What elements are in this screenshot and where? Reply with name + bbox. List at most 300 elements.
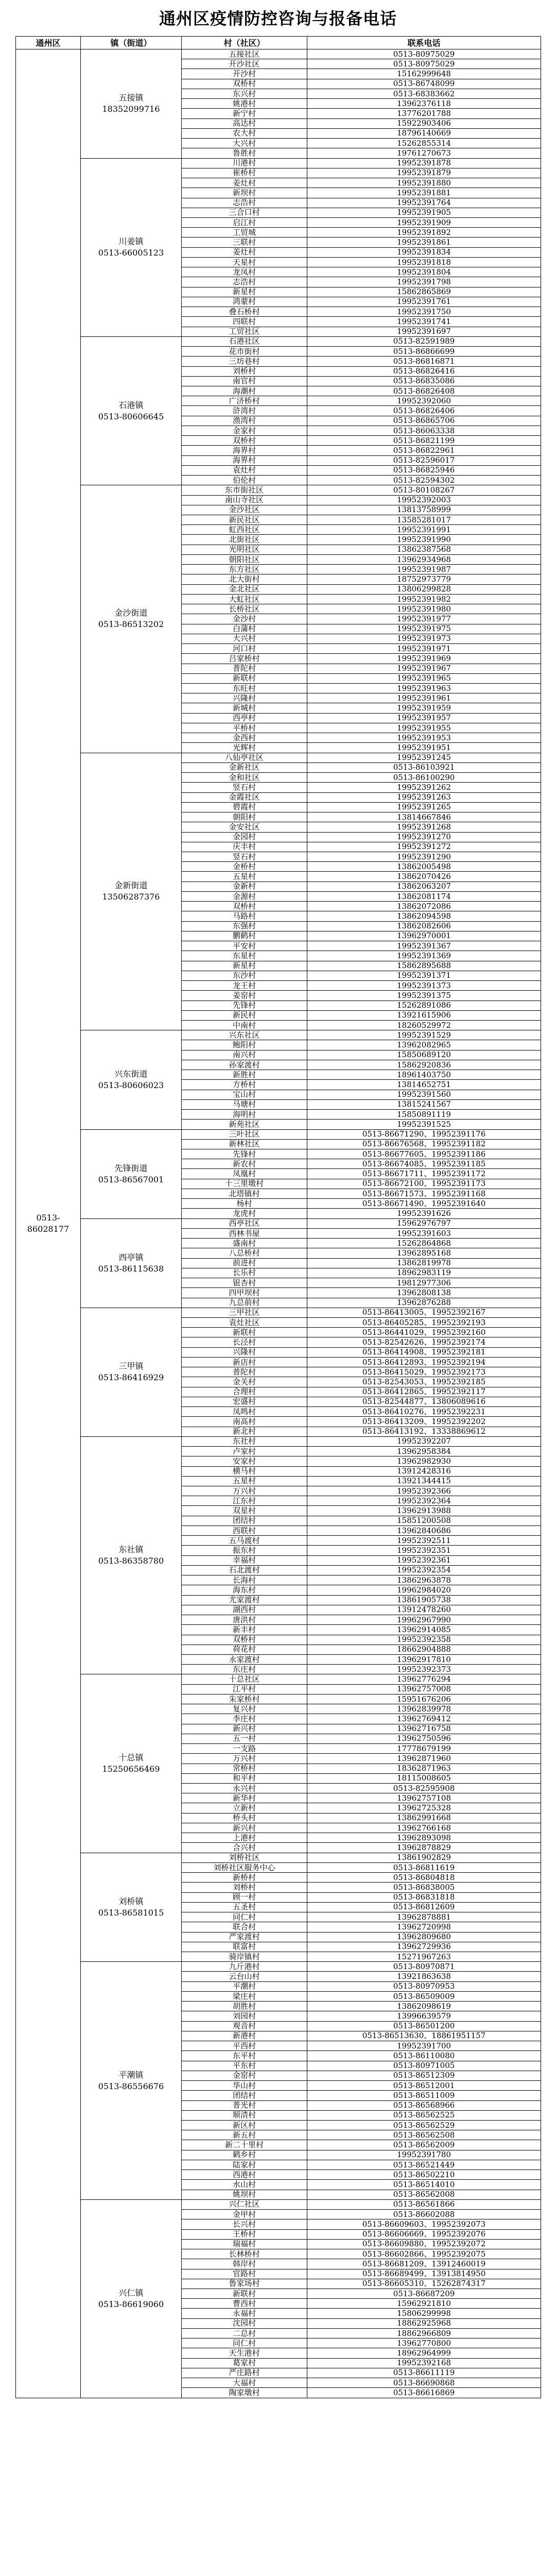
village-name: 北街社区 bbox=[182, 535, 307, 545]
village-name: 五马渡村 bbox=[182, 1536, 307, 1546]
village-phone: 0513-86412865、19952392117 bbox=[307, 1387, 541, 1397]
village-phone: 13862094598 bbox=[307, 911, 541, 921]
village-phone: 0513-80970953 bbox=[307, 1981, 541, 1991]
town-phone: 15250656469 bbox=[102, 1764, 160, 1774]
town-phone: 0513-80606645 bbox=[98, 411, 164, 421]
village-phone: 13912428316 bbox=[307, 1466, 541, 1476]
village-phone: 0513-86672100、19952391173 bbox=[307, 1179, 541, 1189]
village-name: 普陀村 bbox=[182, 664, 307, 673]
village-name: 普陀村 bbox=[182, 1367, 307, 1377]
village-phone: 19952391525 bbox=[307, 1120, 541, 1129]
town-phone: 0513-86416929 bbox=[98, 1372, 164, 1383]
town-phone: 0513-86556676 bbox=[98, 2081, 164, 2091]
village-phone: 19952391959 bbox=[307, 703, 541, 713]
village-name: 韩岸村 bbox=[182, 2259, 307, 2269]
village-name: 永兴村 bbox=[182, 1784, 307, 1793]
village-phone: 19952392364 bbox=[307, 1496, 541, 1506]
village-phone: 0513-86501200 bbox=[307, 2021, 541, 2031]
village-name: 三联村 bbox=[182, 238, 307, 247]
village-phone: 13862005498 bbox=[307, 862, 541, 872]
table-row bbox=[16, 336, 541, 346]
village-phone: 19952392003 bbox=[307, 495, 541, 505]
town-cell bbox=[81, 1030, 182, 1129]
village-phone: 0513-80970871 bbox=[307, 1962, 541, 1972]
village-name: 白蒲村 bbox=[182, 624, 307, 634]
table-row bbox=[16, 485, 541, 495]
village-name: 南官村 bbox=[182, 376, 307, 386]
village-name: 大福村 bbox=[182, 2378, 307, 2388]
village-name: 南山寺社区 bbox=[182, 495, 307, 505]
town-cell bbox=[81, 1218, 182, 1308]
village-name: 先锋村 bbox=[182, 1149, 307, 1159]
village-name: 开沙社区 bbox=[182, 59, 307, 69]
village-phone: 19952391834 bbox=[307, 247, 541, 257]
village-name: 凤凰村 bbox=[182, 1169, 307, 1179]
village-phone: 0513-86835086 bbox=[307, 376, 541, 386]
town-name: 东社镇 bbox=[118, 1545, 144, 1555]
village-phone: 18752973779 bbox=[307, 574, 541, 584]
village-phone: 19952391878 bbox=[307, 158, 541, 168]
village-phone: 15962976797 bbox=[307, 1218, 541, 1228]
village-name: 金桥村 bbox=[182, 862, 307, 872]
village-phone: 0513-86521449 bbox=[307, 2160, 541, 2170]
village-name: 五一村 bbox=[182, 1734, 307, 1743]
village-phone: 19952391373 bbox=[307, 981, 541, 991]
village-phone: 0513-86865706 bbox=[307, 416, 541, 426]
village-name: 合兴村 bbox=[182, 1843, 307, 1853]
village-phone: 15271967263 bbox=[307, 1952, 541, 1962]
village-phone: 19952391367 bbox=[307, 941, 541, 951]
village-phone: 19952392511 bbox=[307, 1536, 541, 1546]
village-phone: 19952391951 bbox=[307, 743, 541, 753]
village-name: 新林社区 bbox=[182, 1139, 307, 1149]
village-name: 立新村 bbox=[182, 1803, 307, 1813]
village-name: 姚坝村 bbox=[182, 2190, 307, 2199]
town-cell bbox=[81, 1129, 182, 1218]
header-district: 通州区 bbox=[16, 37, 81, 49]
village-name: 永家渡村 bbox=[182, 1654, 307, 1664]
village-name: 海明村 bbox=[182, 1110, 307, 1120]
village-phone: 0513-86674085、19952391185 bbox=[307, 1159, 541, 1169]
village-name: 安家村 bbox=[182, 1456, 307, 1466]
village-name: 河口村 bbox=[182, 644, 307, 654]
village-name: 姚港村 bbox=[182, 99, 307, 109]
village-phone: 0513-86811619 bbox=[307, 1862, 541, 1872]
village-name: 三叶社区 bbox=[182, 1129, 307, 1139]
village-name: 盛南村 bbox=[182, 1239, 307, 1248]
town-name: 兴东街道 bbox=[114, 1069, 148, 1079]
village-phone: 0513-86822961 bbox=[307, 446, 541, 455]
village-name: 叠石桥村 bbox=[182, 307, 307, 317]
village-name: 刘桥村 bbox=[182, 366, 307, 376]
village-phone: 0513-86562525 bbox=[307, 2110, 541, 2120]
village-name: 兴隆村 bbox=[182, 1347, 307, 1357]
village-phone: 19952391975 bbox=[307, 624, 541, 634]
village-name: 长兴村 bbox=[182, 2219, 307, 2229]
village-phone: 19952392358 bbox=[307, 1635, 541, 1645]
village-name: 卢家村 bbox=[182, 1447, 307, 1456]
village-name: 三合口村 bbox=[182, 208, 307, 217]
village-phone: 0513-82544877、13806089616 bbox=[307, 1397, 541, 1406]
village-name: 东庄村 bbox=[182, 1665, 307, 1674]
village-name: 竖石村 bbox=[182, 783, 307, 792]
village-name: 平东村 bbox=[182, 2061, 307, 2071]
village-phone: 13962720998 bbox=[307, 1922, 541, 1932]
village-name: 一支路 bbox=[182, 1744, 307, 1754]
village-name: 新北村 bbox=[182, 1427, 307, 1436]
village-phone: 0513-86689499、13913814950 bbox=[307, 2269, 541, 2279]
village-phone: 18796140669 bbox=[307, 128, 541, 138]
village-phone: 13962982930 bbox=[307, 1456, 541, 1466]
village-name: 先锋村 bbox=[182, 1001, 307, 1010]
village-phone: 15862895688 bbox=[307, 961, 541, 971]
village-phone: 19952391750 bbox=[307, 307, 541, 317]
village-phone: 0513-86609880、19952392072 bbox=[307, 2239, 541, 2249]
village-name: 鲁胜村 bbox=[182, 148, 307, 158]
town-phone: 18352099716 bbox=[102, 104, 160, 114]
village-name: 长桥社区 bbox=[182, 604, 307, 614]
village-phone: 15850891119 bbox=[307, 1110, 541, 1120]
village-phone: 19952391798 bbox=[307, 277, 541, 287]
village-name: 新桥村 bbox=[182, 1873, 307, 1883]
village-phone: 18662904888 bbox=[307, 1645, 541, 1654]
village-name: 西亭社区 bbox=[182, 1218, 307, 1228]
village-name: 孙家渡村 bbox=[182, 1060, 307, 1070]
village-name: 振东村 bbox=[182, 1546, 307, 1555]
village-phone: 0513-86110080 bbox=[307, 2051, 541, 2061]
village-phone: 13962970001 bbox=[307, 931, 541, 941]
village-name: 启江村 bbox=[182, 217, 307, 227]
town-cell bbox=[81, 1853, 182, 1962]
village-phone: 19952391741 bbox=[307, 317, 541, 327]
village-name: 新港村 bbox=[182, 2031, 307, 2041]
village-phone: 19952392361 bbox=[307, 1555, 541, 1565]
table-row bbox=[16, 158, 541, 168]
village-phone: 0513-86562508 bbox=[307, 2130, 541, 2140]
table-row bbox=[16, 1308, 541, 1317]
village-phone: 15262855314 bbox=[307, 139, 541, 148]
village-name: 马塘村 bbox=[182, 1099, 307, 1109]
town-name: 西亭镇 bbox=[118, 1252, 144, 1262]
village-phone: 13861902829 bbox=[307, 1853, 541, 1862]
village-name: 金园村 bbox=[182, 832, 307, 842]
village-name: 金新社区 bbox=[182, 762, 307, 772]
village-phone: 0513-86825946 bbox=[307, 465, 541, 475]
village-phone: 0513-86866699 bbox=[307, 347, 541, 357]
village-phone: 0513-86561866 bbox=[307, 2199, 541, 2209]
village-phone: 19952391700 bbox=[307, 2041, 541, 2051]
village-name: 伯伦村 bbox=[182, 476, 307, 485]
village-name: 官路村 bbox=[182, 2269, 307, 2279]
village-name: 西亭村 bbox=[182, 713, 307, 723]
village-phone: 13814652751 bbox=[307, 1080, 541, 1090]
table-row bbox=[16, 1030, 541, 1040]
village-name: 双桥村 bbox=[182, 79, 307, 89]
village-phone: 13862098619 bbox=[307, 2002, 541, 2011]
village-name: 新农村 bbox=[182, 1159, 307, 1169]
village-name: 朝阳村 bbox=[182, 812, 307, 822]
village-phone: 13862081174 bbox=[307, 891, 541, 901]
village-phone: 13962878881 bbox=[307, 1912, 541, 1922]
town-name: 金沙街道 bbox=[114, 608, 148, 618]
village-name: 海潮村 bbox=[182, 386, 307, 396]
table-row bbox=[16, 1962, 541, 1972]
village-name: 金沙村 bbox=[182, 614, 307, 624]
village-phone: 13962766168 bbox=[307, 1823, 541, 1833]
village-phone: 19962967990 bbox=[307, 1615, 541, 1625]
village-phone: 13862991668 bbox=[307, 1813, 541, 1823]
village-name: 刘桥村 bbox=[182, 1883, 307, 1892]
village-name: 南高村 bbox=[182, 1417, 307, 1427]
town-cell bbox=[81, 336, 182, 485]
village-phone: 0513-86405285、19952392193 bbox=[307, 1318, 541, 1328]
village-phone: 13921863638 bbox=[307, 1972, 541, 1981]
village-name: 刘桥社区 bbox=[182, 1853, 307, 1862]
town-cell bbox=[81, 49, 182, 159]
village-name: 朱家桥村 bbox=[182, 1694, 307, 1704]
village-name: 沈园村 bbox=[182, 2318, 307, 2328]
village-name: 西港村 bbox=[182, 2170, 307, 2180]
village-phone: 0513-86816871 bbox=[307, 357, 541, 366]
village-name: 联富村 bbox=[182, 1942, 307, 1952]
village-phone: 13962750596 bbox=[307, 1734, 541, 1743]
village-name: 平安村 bbox=[182, 941, 307, 951]
village-name: 鹏鹤村 bbox=[182, 931, 307, 941]
village-phone: 13921344415 bbox=[307, 1476, 541, 1486]
village-phone: 19952392373 bbox=[307, 1665, 541, 1674]
village-name: 前进村 bbox=[182, 1258, 307, 1268]
village-phone: 13962716758 bbox=[307, 1724, 541, 1734]
village-name: 新兴村 bbox=[182, 1823, 307, 1833]
village-name: 吕家桥村 bbox=[182, 654, 307, 664]
village-phone: 0513-82542626、19952392174 bbox=[307, 1337, 541, 1347]
village-phone: 0513-86512309 bbox=[307, 2071, 541, 2080]
village-name: 新五村 bbox=[182, 2130, 307, 2140]
village-phone: 0513-86821199 bbox=[307, 436, 541, 446]
village-name: 新民村 bbox=[182, 1010, 307, 1020]
town-phone: 0513-86115638 bbox=[98, 1263, 164, 1274]
village-name: 杨村 bbox=[182, 1199, 307, 1209]
village-name: 双桥村 bbox=[182, 1635, 307, 1645]
village-phone: 19952391973 bbox=[307, 634, 541, 643]
village-phone: 19952391967 bbox=[307, 664, 541, 673]
village-name: 新宁村 bbox=[182, 109, 307, 118]
village-name: 五圣村 bbox=[182, 1902, 307, 1912]
village-phone: 19952391818 bbox=[307, 257, 541, 267]
village-name: 常桥村 bbox=[182, 1764, 307, 1773]
village-name: 永福村 bbox=[182, 2309, 307, 2318]
village-phone: 13962878829 bbox=[307, 1843, 541, 1853]
village-phone: 19952392168 bbox=[307, 2358, 541, 2368]
village-name: 马路村 bbox=[182, 911, 307, 921]
village-name: 兴仁社区 bbox=[182, 2199, 307, 2209]
village-name: 金霞社区 bbox=[182, 792, 307, 802]
village-phone: 13862063207 bbox=[307, 882, 541, 891]
village-phone: 19952391764 bbox=[307, 198, 541, 208]
village-name: 新胜村 bbox=[182, 1070, 307, 1080]
town-name: 平潮镇 bbox=[118, 2070, 144, 2080]
village-phone: 0513-80971005 bbox=[307, 2061, 541, 2071]
town-phone: 0513-86567001 bbox=[98, 1174, 164, 1184]
village-phone: 0513-86568966 bbox=[307, 2100, 541, 2110]
village-phone: 18961403750 bbox=[307, 1070, 541, 1080]
village-phone: 19952391879 bbox=[307, 168, 541, 178]
village-name: 顺清村 bbox=[182, 2110, 307, 2120]
table-body bbox=[16, 49, 541, 2398]
village-name: 海界村 bbox=[182, 446, 307, 455]
village-phone: 0513-86602088 bbox=[307, 2210, 541, 2219]
village-name: 金西村 bbox=[182, 733, 307, 743]
village-name: 金窑村 bbox=[182, 2071, 307, 2080]
village-name: 顾一村 bbox=[182, 1892, 307, 1902]
town-name: 三甲镇 bbox=[118, 1361, 144, 1371]
village-phone: 19761270673 bbox=[307, 148, 541, 158]
village-phone: 18260529972 bbox=[307, 1020, 541, 1030]
village-name: 曹西村 bbox=[182, 2299, 307, 2309]
village-phone: 13962757108 bbox=[307, 1793, 541, 1803]
village-phone: 19962984020 bbox=[307, 1585, 541, 1595]
town-cell bbox=[81, 158, 182, 336]
village-name: 长乐村 bbox=[182, 1268, 307, 1278]
village-phone: 0513-86103921 bbox=[307, 762, 541, 772]
village-name: 姜灶村 bbox=[182, 178, 307, 188]
village-name: 新联村 bbox=[182, 673, 307, 683]
village-name: 普光村 bbox=[182, 2100, 307, 2110]
village-name: 新区村 bbox=[182, 2120, 307, 2130]
village-name: 东方社区 bbox=[182, 565, 307, 574]
village-phone: 0513-86671711、19952391172 bbox=[307, 1169, 541, 1179]
village-phone: 19952391892 bbox=[307, 228, 541, 238]
village-name: 龙虎村 bbox=[182, 1209, 307, 1218]
village-phone: 0513-86562529 bbox=[307, 2120, 541, 2130]
village-phone: 19952391268 bbox=[307, 822, 541, 832]
village-name: 姜窑村 bbox=[182, 991, 307, 1001]
village-name: 长泾村 bbox=[182, 1337, 307, 1347]
village-phone: 19952391957 bbox=[307, 713, 541, 723]
village-phone: 0513-86826416 bbox=[307, 366, 541, 376]
village-phone: 0513-86514010 bbox=[307, 2180, 541, 2190]
village-phone: 0513-86616869 bbox=[307, 2388, 541, 2398]
town-name: 五接镇 bbox=[118, 93, 144, 103]
table-row bbox=[16, 1853, 541, 1862]
village-name: 葛家村 bbox=[182, 2358, 307, 2368]
village-phone: 19952391971 bbox=[307, 644, 541, 654]
village-name: 十总社区 bbox=[182, 1674, 307, 1684]
village-name: 四联村 bbox=[182, 317, 307, 327]
village-name: 金新村 bbox=[182, 882, 307, 891]
village-name: 观音村 bbox=[182, 2021, 307, 2031]
village-phone: 15850689120 bbox=[307, 1050, 541, 1060]
village-name: 光辉村 bbox=[182, 743, 307, 753]
village-phone: 19952391987 bbox=[307, 565, 541, 574]
village-name: 高达村 bbox=[182, 118, 307, 128]
town-name: 兴仁镇 bbox=[118, 2287, 144, 2298]
town-cell bbox=[81, 2199, 182, 2398]
village-phone: 19952391881 bbox=[307, 188, 541, 198]
village-phone: 0513-86748099 bbox=[307, 79, 541, 89]
village-name: 东社村 bbox=[182, 1436, 307, 1446]
district-phone-cell: 0513-86028177 bbox=[16, 49, 81, 2398]
village-phone: 13962082965 bbox=[307, 1040, 541, 1050]
village-phone: 13962809680 bbox=[307, 1932, 541, 1942]
village-phone: 0513-86676568、19952391182 bbox=[307, 1139, 541, 1149]
table-row bbox=[16, 1218, 541, 1228]
village-name: 四甲坝村 bbox=[182, 1288, 307, 1298]
village-name: 双星村 bbox=[182, 1506, 307, 1516]
village-phone: 13862082606 bbox=[307, 921, 541, 931]
village-name: 金关村 bbox=[182, 1377, 307, 1387]
village-phone: 13962840686 bbox=[307, 1526, 541, 1535]
village-name: 东强村 bbox=[182, 921, 307, 931]
town-name: 金新街道 bbox=[114, 880, 148, 891]
village-name: 天星村 bbox=[182, 257, 307, 267]
village-name: 八仙亭社区 bbox=[182, 753, 307, 762]
village-phone: 19952391953 bbox=[307, 733, 541, 743]
village-name: 北塔镇村 bbox=[182, 1189, 307, 1198]
village-phone: 19952391761 bbox=[307, 297, 541, 307]
village-name: 新联村 bbox=[182, 1328, 307, 1337]
town-name: 川姜镇 bbox=[118, 236, 144, 247]
village-name: 上港村 bbox=[182, 1833, 307, 1843]
town-phone: 0513-86581015 bbox=[98, 1907, 164, 1918]
village-name: 石港社区 bbox=[182, 336, 307, 346]
village-name: 三甲社区 bbox=[182, 1308, 307, 1317]
village-phone: 19952391804 bbox=[307, 267, 541, 277]
village-phone: 0513-82595908 bbox=[307, 1784, 541, 1793]
village-phone: 19952391905 bbox=[307, 208, 541, 217]
village-phone: 19952391262 bbox=[307, 783, 541, 792]
village-phone: 19952392351 bbox=[307, 1546, 541, 1555]
village-phone: 13962871960 bbox=[307, 1754, 541, 1764]
village-name: 北大街村 bbox=[182, 574, 307, 584]
village-phone: 19952391245 bbox=[307, 753, 541, 762]
village-phone: 13962958384 bbox=[307, 1447, 541, 1456]
village-phone: 13962770800 bbox=[307, 2338, 541, 2348]
village-phone: 19952391780 bbox=[307, 2150, 541, 2160]
village-name: 万兴村 bbox=[182, 1486, 307, 1496]
village-phone: 0513-80108267 bbox=[307, 485, 541, 495]
table-row bbox=[16, 753, 541, 762]
village-name: 天生港村 bbox=[182, 2348, 307, 2358]
village-name: 工贸城 bbox=[182, 228, 307, 238]
village-name: 水山村 bbox=[182, 2180, 307, 2190]
village-name: 李庄村 bbox=[182, 1714, 307, 1724]
village-name: 渔湾村 bbox=[182, 416, 307, 426]
village-phone: 0513-86611119 bbox=[307, 2368, 541, 2378]
village-name: 虹西社区 bbox=[182, 525, 307, 535]
village-phone: 18962964999 bbox=[307, 2348, 541, 2358]
village-name: 碧霞村 bbox=[182, 802, 307, 812]
village-phone: 13962769412 bbox=[307, 1714, 541, 1724]
village-phone: 13962725328 bbox=[307, 1803, 541, 1813]
contact-table bbox=[15, 36, 541, 2398]
village-phone: 0513-86606669、19952392076 bbox=[307, 2229, 541, 2239]
village-name: 新联村 bbox=[182, 2289, 307, 2298]
village-phone: 13862072086 bbox=[307, 902, 541, 911]
village-name: 金甲村 bbox=[182, 2210, 307, 2219]
village-name: 金安社区 bbox=[182, 822, 307, 832]
village-phone: 13862819978 bbox=[307, 1258, 541, 1268]
village-phone: 0513-86415029、19952392173 bbox=[307, 1367, 541, 1377]
town-phone: 0513-66005123 bbox=[98, 248, 164, 258]
village-phone: 13962757008 bbox=[307, 1684, 541, 1694]
village-name: 金源村 bbox=[182, 891, 307, 901]
town-cell bbox=[81, 1962, 182, 2200]
village-phone: 15162999648 bbox=[307, 69, 541, 79]
village-name: 联合村 bbox=[182, 1922, 307, 1932]
village-phone: 0513-86512001 bbox=[307, 2081, 541, 2091]
village-phone: 13813758999 bbox=[307, 505, 541, 515]
